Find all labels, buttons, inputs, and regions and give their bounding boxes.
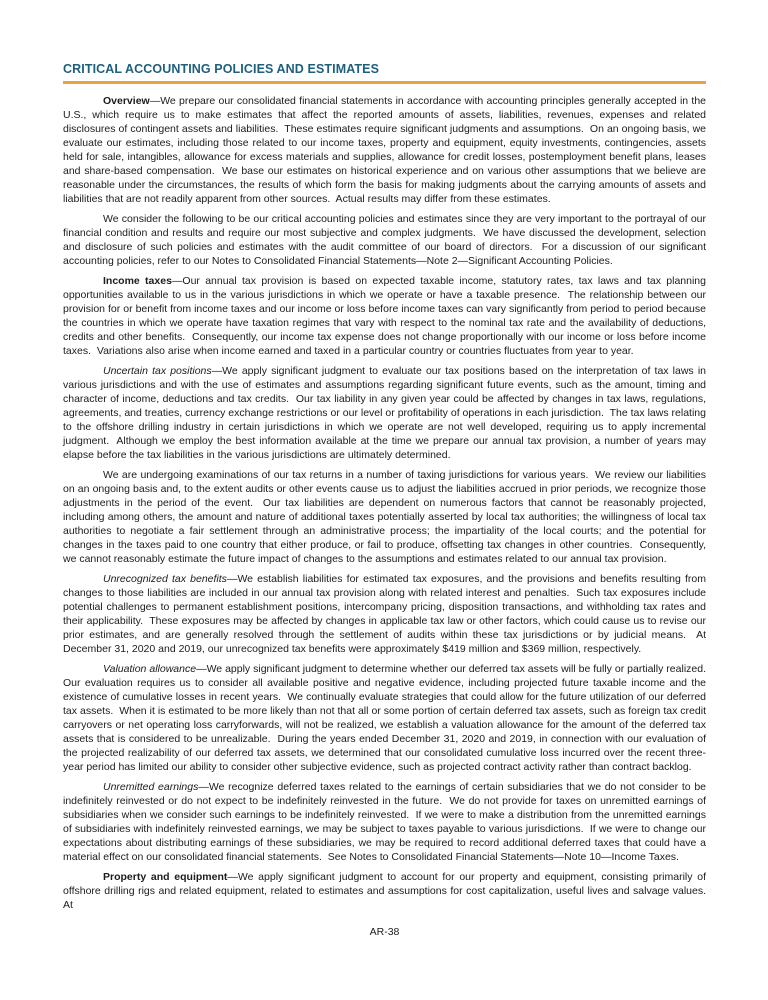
paragraph-text: We are undergoing examinations of our tax returns in a number of taxing jurisdictions for various years. We review our liabilities on an ongoing basis and, to the extent audits or other events cause us to adjust the liabilities accrued in prior periods, we recognize those adjustments in the period of the event. Our tax liabilities are dependent on numerous factors that cannot be reasonably projected, including among others, the amount and nature of additional taxes potentially asserted by local tax authorities; the willingness of local tax authorities to negotiate a fair settlement through an administrative process; the impartiality of the local courts; and the potential for changes in the taxes paid to one country that either produce, or fail to produce, offsetting tax changes in other countries. Consequently, we cannot reasonably estimate the future impact of changes to the assumptions and estimates related to our annual tax provision. (63, 469, 709, 565)
paragraph-text: —We establish liabilities for estimated tax exposures, and the provisions and benefits resulting from changes to those liabilities are included in our annual tax provision along with related interest and penalties. Such tax exposures include potential challenges to permanent establishment positions, intercompany pricing, disposition transactions, and withholding tax rates and their applicability. These exposures may be affected by changes in applicable tax law or other factors, which could cause us to revise our prior estimates, and are generally resolved through the settlement of audits within these tax jurisdictions or by judicial means. At December 31, 2020 and 2019, our unrecognized tax benefits were approximately $419 million and $369 million, respectively. (63, 573, 709, 655)
paragraph-lead: Unrecognized tax benefits (103, 573, 227, 585)
paragraph-unrecognized-tax-benefits (63, 572, 709, 656)
paragraph-lead: Property and equipment (103, 871, 228, 883)
paragraph-lead: Unremitted earnings (103, 781, 199, 793)
paragraph-text: We consider the following to be our critical accounting policies and estimates since they are very important to the portrayal of our financial condition and results and require our most subjective and complex judgments. We have discussed the development, selection and disclosure of such policies and estimates with the audit committee of our board of directors. For a discussion of our significant accounting policies, refer to our Notes to Consolidated Financial Statements—Note 2—Significant Accounting Policies. (63, 213, 709, 267)
paragraph-uncertain-tax-positions (63, 364, 709, 462)
paragraph-lead: Uncertain tax positions (103, 365, 212, 377)
paragraph-property-and-equipment (63, 870, 712, 912)
paragraph-text: —We prepare our consolidated financial statements in accordance with accounting principles generally accepted in the U.S., which require us to make estimates that affect the reported amounts of assets, liabilities, revenues, expenses and related disclosures of contingent assets and liabilities. These estimates require significant judgments and assumptions. On an ongoing basis, we evaluate our estimates, including those related to our income taxes, property and equipment, equity investments, contingencies, assets held for sale, intangibles, allowance for excess materials and supplies, allowance for credit losses, postemployment benefit plans, leases and share-based compensation. We base our estimates on historical experience and on various other assumptions that we believe are reasonable under the circumstances, the results of which form the basis for making judgments about the carrying amounts of assets and liabilities that are not readily apparent from other sources. Actual results may differ from these estimates. (63, 95, 709, 205)
paragraph-lead: Overview (103, 95, 150, 107)
paragraph-text: —We apply significant judgment to account for our property and equipment, consisting primarily of offshore drilling rigs and related equipment, related to estimates and assumptions for cost capitalization, useful lives and salvage values. At (63, 871, 712, 911)
paragraph-text: —We recognize deferred taxes related to the earnings of certain subsidiaries that we do not consider to be indefinitely reinvested or do not expect to be indefinitely reinvested in the future. We do not provide for taxes on unremitted earnings of subsidiaries when we consider such earnings to be indefinitely reinvested. If we were to make a distribution from the unremitted earnings of subsidiaries with indefinitely reinvested earnings, we may be subject to taxes payable to various jurisdictions. If we were to change our expectations about distributing earnings of these subsidiaries, we may be required to record additional deferred taxes that could have a material effect on our consolidated financial statements. See Notes to Consolidated Financial Statements—Note 10—Income Taxes. (63, 781, 709, 863)
paragraph-text: —We apply significant judgment to evaluate our tax positions based on the interpretation of tax laws in various jurisdictions and with the use of estimates and assumptions regarding significant future events, such as the amount, timing and character of income, deductions and tax credits. Our tax liability in any given year could be affected by changes in tax laws, regulations, agreements, and treaties, currency exchange restrictions or our level or profitability of operations in each jurisdiction. The tax laws relating to the offshore drilling industry in certain jurisdictions in which we operate are not well developed, requiring us to apply incremental judgment. Although we employ the best information available at the time we prepare our annual tax provision, a number of years may elapse before the tax liabilities in the various jurisdictions are ultimately determined. (63, 365, 709, 461)
paragraph-text: —We apply significant judgment to determine whether our deferred tax assets will be fully or partially realized. Our evaluation requires us to consider all available positive and negative evidence, including projected future taxable income and the existence of cumulative losses in recent years. We continually evaluate strategies that could allow for the future utilization of our deferred tax assets. When it is estimated to be more likely than not that all or some portion of certain deferred tax assets, such as foreign tax credit carryovers or net operating loss carryforwards, will not be realized, we establish a valuation allowance for the amount of the deferred tax assets that is considered to be unrealizable. During the years ended December 31, 2020 and 2019, in connection with our evaluation of the projected realizability of our deferred tax assets, we determined that our consolidated cumulative loss incurred over the recent three-year period has limited our ability to consider other subjective evidence, such as projected contract activity rather than contract backlog. (63, 663, 712, 773)
paragraph-income-taxes (63, 274, 709, 358)
paragraph-unremitted-earnings (63, 780, 709, 864)
paragraph-critical-policies-intro (63, 212, 709, 268)
paragraph-text: —Our annual tax provision is based on expected taxable income, statutory rates, tax laws and tax planning opportunities available to us in the various jurisdictions in which we operate or have a taxable presence. The relationship between our provision for or benefit from income taxes and our income or loss before income taxes can vary significantly from period to period because the countries in which we operate have taxation regimes that vary with respect to the nominal tax rate and the availability of deductions, credits and other benefits. Consequently, our income tax expense does not change proportionally with our income or loss before income taxes. Variations also arise when income earned and taxed in a particular country or countries fluctuates from year to year. (63, 275, 709, 357)
paragraph-lead: Income taxes (103, 275, 172, 287)
paragraph-valuation-allowance (63, 662, 712, 774)
paragraph-lead: Valuation allowance (103, 663, 197, 675)
paragraph-overview (63, 94, 709, 206)
section-heading-rule (63, 81, 706, 84)
section-heading: CRITICAL ACCOUNTING POLICIES AND ESTIMATES (63, 62, 380, 76)
document-body (63, 94, 712, 912)
page-number: AR-38 (369, 926, 400, 938)
paragraph-tax-examinations (63, 468, 709, 566)
